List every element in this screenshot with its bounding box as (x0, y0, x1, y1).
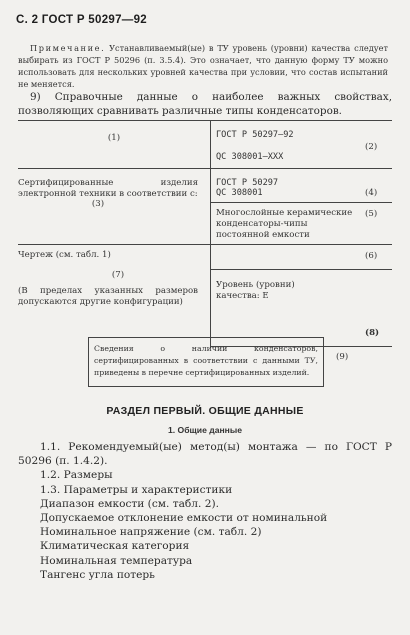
list-item: Диапазон емкости (см. табл. 2). (40, 497, 219, 510)
list-item: Тангенс угла потерь (40, 568, 155, 581)
cell-marker-2: (2) (365, 142, 378, 152)
table-center-divider (210, 120, 211, 348)
section-title: РАЗДЕЛ ПЕРВЫЙ. ОБЩИЕ ДАННЫЕ (106, 405, 304, 417)
list-item: Номинальная температура (40, 554, 193, 567)
cell-marker-6: (6) (365, 251, 378, 261)
configurations-note: (В пределах указанных размеров допускаются другие конфигурации) (18, 286, 198, 307)
certification-box-text: Сведения о наличии конденсаторов, сертифицированных в соответствии с данными ТУ, приведены в перечне сертифицированных изделий. (94, 344, 318, 377)
list-item: Климатическая категория (40, 540, 190, 553)
note-text: Устанавливаемый(ые) в ТУ уровень (уровни) качества следует выбирать из ГОСТ Р 50296 (п. 3.5.4). Это означает, что данную форму ТУ можно использовать для нескольких уровней качества при условии, что состав испытаний не меняется. (18, 43, 388, 89)
certified-products-text: Сертифицированные изделия электронной техники в соответствии с: (18, 178, 198, 199)
paragraph-9: 9) Справочные данные о наиболее важных свойствах, позволяющих сравнивать различные типы конденсаторов. (18, 91, 392, 117)
table-row-rule (18, 244, 392, 245)
list-item: Номинальное напряжение (см. табл. 2) (40, 526, 262, 539)
subsection-title: 1. Общие данные (168, 425, 242, 435)
list-item: 1.2. Размеры (40, 469, 113, 482)
cell-marker-8: (8) (365, 328, 380, 338)
page-header: С. 2 ГОСТ Р 50297—92 (16, 14, 147, 26)
note-paragraph (18, 42, 388, 90)
table-row-rule (18, 168, 392, 169)
table-row-rule (210, 269, 392, 270)
cell-marker-9: (9) (336, 352, 349, 362)
cell-marker-1: (1) (107, 133, 121, 143)
note-label: Примечание. (30, 43, 106, 53)
gost-number: ГОСТ Р 50297 (216, 178, 279, 188)
qc-number-full: QC 308001—XXX (216, 152, 284, 162)
cell-marker-7: (7) (111, 270, 125, 280)
cell-marker-5: (5) (365, 209, 378, 219)
gost-number-full: ГОСТ Р 50297—92 (216, 130, 294, 140)
general-data-list (18, 440, 392, 582)
list-item: 1.1. Рекомендуемый(ые) метод(ы) монтажа — по ГОСТ Р 50296 (п. 1.4.2). (18, 441, 392, 468)
qc-number: QC 308001 (216, 188, 263, 198)
cell-marker-3: (3) (91, 199, 105, 209)
capacitor-type-text: Многослойные керамические конденсаторы-чипы постоянной емкости (216, 208, 353, 240)
drawing-reference: Чертеж (см. табл. 1) (18, 250, 111, 260)
table-row-rule (210, 202, 392, 203)
cell-marker-4: (4) (365, 188, 378, 198)
table-top-rule (18, 120, 392, 121)
list-item: Допускаемое отклонение емкости от номинальной (40, 512, 328, 525)
list-item: 1.3. Параметры и характеристики (40, 483, 233, 496)
quality-level-text: Уровень (уровни) качества: E (216, 280, 295, 301)
